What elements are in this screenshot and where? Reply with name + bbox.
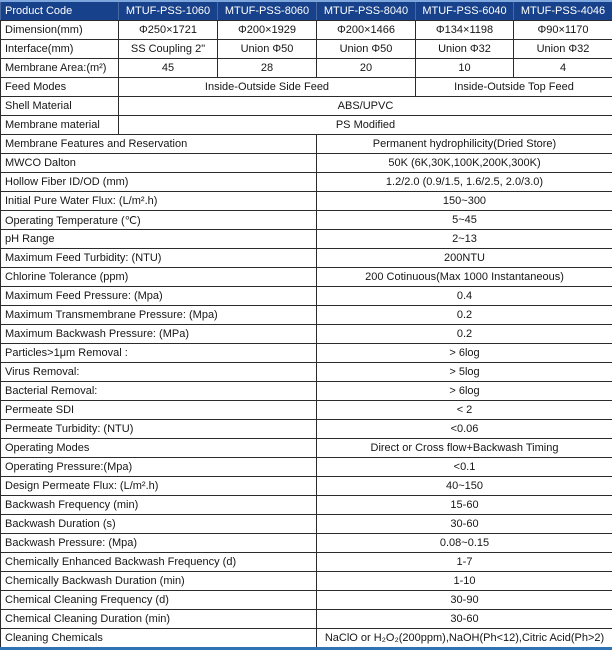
table-row <box>1 534 612 553</box>
row-label: Hollow Fiber ID/OD (mm) <box>1 173 317 192</box>
row-label: MWCO Dalton <box>1 154 317 173</box>
cell-value: 1-10 <box>317 572 612 591</box>
table-row-dimension <box>1 21 612 40</box>
cell-value: 200NTU <box>317 249 612 268</box>
cell-value: PS Modified <box>119 116 612 135</box>
row-label: Backwash Pressure: (Mpa) <box>1 534 317 553</box>
cell-value: > 5log <box>317 363 612 382</box>
row-label: Cleaning Chemicals <box>1 629 317 649</box>
row-label: Maximum Transmembrane Pressure: (Mpa) <box>1 306 317 325</box>
row-label: Particles>1μm Removal : <box>1 344 317 363</box>
header-model-3: MTUF-PSS-8040 <box>317 1 416 21</box>
header-model-2: MTUF-PSS-8060 <box>218 1 317 21</box>
row-label: Operating Modes <box>1 439 317 458</box>
table-row <box>1 363 612 382</box>
row-label: Initial Pure Water Flux: (L/m².h) <box>1 192 317 211</box>
row-label: pH Range <box>1 230 317 249</box>
cell-value: < 2 <box>317 401 612 420</box>
row-label: Chlorine Tolerance (ppm) <box>1 268 317 287</box>
cell-value: > 6log <box>317 382 612 401</box>
cell-value: ABS/UPVC <box>119 97 612 116</box>
table-row <box>1 173 612 192</box>
row-label: Permeate SDI <box>1 401 317 420</box>
cell-value: Union Φ50 <box>218 40 317 59</box>
cell-value: 50K (6K,30K,100K,200K,300K) <box>317 154 612 173</box>
row-label: Chemically Backwash Duration (min) <box>1 572 317 591</box>
cell-value: <0.1 <box>317 458 612 477</box>
table-row-interface <box>1 40 612 59</box>
table-row <box>1 420 612 439</box>
table-row <box>1 344 612 363</box>
table-row <box>1 439 612 458</box>
cell-value: Φ134×1198 <box>416 21 514 40</box>
row-label: Maximum Feed Pressure: (Mpa) <box>1 287 317 306</box>
cell-value: 30-90 <box>317 591 612 610</box>
cell-value: Union Φ32 <box>416 40 514 59</box>
table-row <box>1 572 612 591</box>
cell-value: 30-60 <box>317 515 612 534</box>
cell-value: Φ90×1170 <box>514 21 612 40</box>
table-row <box>1 268 612 287</box>
table-header-row <box>1 1 612 21</box>
cell-value: 5~45 <box>317 211 612 230</box>
cell-value: Φ200×1466 <box>317 21 416 40</box>
table-row-membrane-material <box>1 116 612 135</box>
row-label: Operating Temperature (℃) <box>1 211 317 230</box>
cell-value: <0.06 <box>317 420 612 439</box>
cell-value: > 6log <box>317 344 612 363</box>
cell-value: 15-60 <box>317 496 612 515</box>
cell-value: 40~150 <box>317 477 612 496</box>
row-label: Backwash Duration (s) <box>1 515 317 534</box>
cell-side-feed: Inside-Outside Side Feed <box>119 78 416 97</box>
header-product-code: Product Code <box>1 1 119 21</box>
row-label: Maximum Feed Turbidity: (NTU) <box>1 249 317 268</box>
table-row <box>1 325 612 344</box>
cell-value: 0.2 <box>317 325 612 344</box>
table-row-membrane-area <box>1 59 612 78</box>
table-row <box>1 610 612 629</box>
table-row <box>1 496 612 515</box>
table-row <box>1 154 612 173</box>
row-label: Membrane material <box>1 116 119 135</box>
cell-value: Union Φ32 <box>514 40 612 59</box>
row-label: Chemically Enhanced Backwash Frequency (d) <box>1 553 317 572</box>
cell-value: 30-60 <box>317 610 612 629</box>
cell-value: 0.2 <box>317 306 612 325</box>
table-row <box>1 553 612 572</box>
table-row <box>1 192 612 211</box>
table-row <box>1 401 612 420</box>
cell-value: 0.4 <box>317 287 612 306</box>
table-row-feed-modes <box>1 78 612 97</box>
cell-value: 10 <box>416 59 514 78</box>
table-row-cleaning-chemicals <box>1 629 612 649</box>
cell-value: 20 <box>317 59 416 78</box>
cell-value: 1.2/2.0 (0.9/1.5, 1.6/2.5, 2.0/3.0) <box>317 173 612 192</box>
row-label: Membrane Area:(m²) <box>1 59 119 78</box>
cell-value: Φ200×1929 <box>218 21 317 40</box>
cell-value: Direct or Cross flow+Backwash Timing <box>317 439 612 458</box>
cell-value: 4 <box>514 59 612 78</box>
row-label: Chemical Cleaning Duration (min) <box>1 610 317 629</box>
cell-value: 1-7 <box>317 553 612 572</box>
row-label: Bacterial Removal: <box>1 382 317 401</box>
cell-value: 200 Cotinuous(Max 1000 Instantaneous) <box>317 268 612 287</box>
header-model-5: MTUF-PSS-4046 <box>514 1 612 21</box>
row-label: Dimension(mm) <box>1 21 119 40</box>
row-label: Backwash Frequency (min) <box>1 496 317 515</box>
row-label: Feed Modes <box>1 78 119 97</box>
row-label: Interface(mm) <box>1 40 119 59</box>
cell-value: 28 <box>218 59 317 78</box>
table-row <box>1 230 612 249</box>
table-row-shell-material <box>1 97 612 116</box>
row-label: Design Permeate Flux: (L/m².h) <box>1 477 317 496</box>
header-model-1: MTUF-PSS-1060 <box>119 1 218 21</box>
row-label: Shell Material <box>1 97 119 116</box>
row-label: Virus Removal: <box>1 363 317 382</box>
table-row <box>1 477 612 496</box>
table-row <box>1 458 612 477</box>
table-row <box>1 249 612 268</box>
row-label: Maximum Backwash Pressure: (MPa) <box>1 325 317 344</box>
table-row <box>1 135 612 154</box>
cell-value: 45 <box>119 59 218 78</box>
cell-value: Φ250×1721 <box>119 21 218 40</box>
row-label: Chemical Cleaning Frequency (d) <box>1 591 317 610</box>
table-row <box>1 591 612 610</box>
table-row <box>1 515 612 534</box>
cell-value: Permanent hydrophilicity(Dried Store) <box>317 135 612 154</box>
table-row <box>1 211 612 230</box>
row-label: Operating Pressure:(Mpa) <box>1 458 317 477</box>
cell-value: NaClO or H₂O₂(200ppm),NaOH(Ph<12),Citric Acid(Ph>2) <box>317 629 612 649</box>
cell-top-feed: Inside-Outside Top Feed <box>416 78 612 97</box>
row-label: Permeate Turbidity: (NTU) <box>1 420 317 439</box>
cell-value: 150~300 <box>317 192 612 211</box>
cell-value: 2~13 <box>317 230 612 249</box>
table-row <box>1 287 612 306</box>
cell-value: 0.08~0.15 <box>317 534 612 553</box>
row-label: Membrane Features and Reservation <box>1 135 317 154</box>
cell-value: Union Φ50 <box>317 40 416 59</box>
cell-value: SS Coupling 2" <box>119 40 218 59</box>
table-row <box>1 306 612 325</box>
table-row <box>1 382 612 401</box>
header-model-4: MTUF-PSS-6040 <box>416 1 514 21</box>
